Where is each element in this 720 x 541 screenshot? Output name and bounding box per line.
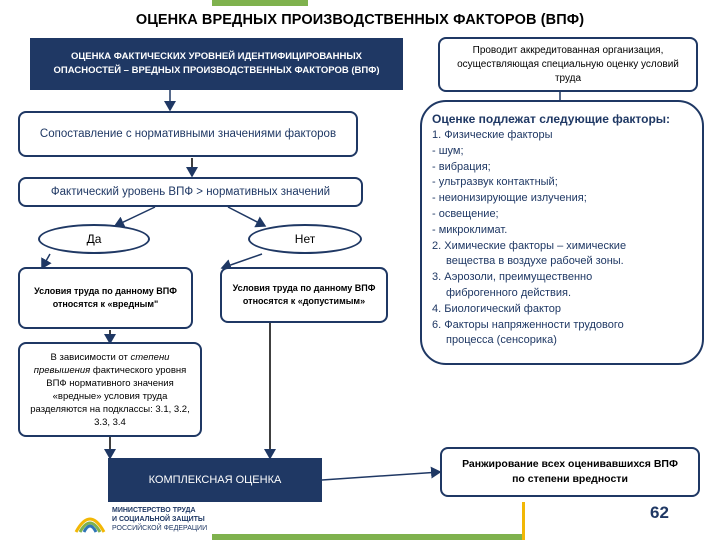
box-condition-harmful: Условия труда по данному ВПФ относятся к «вредным" — [18, 267, 193, 329]
connector-yes-to-harmful — [42, 254, 50, 268]
box-condition-allowed: Условия труда по данному ВПФ относятся к «допустимым» — [220, 267, 388, 323]
ellipse-no: Нет — [248, 224, 362, 254]
box-compare-norms: Сопоставление с нормативными значениями факторов — [18, 111, 358, 157]
factor-item: - шум; — [432, 144, 464, 157]
box-ranking: Ранжирование всех оценивавшихся ВПФ по степени вредности — [440, 447, 700, 497]
factor-item: - микроклимат. — [432, 223, 508, 236]
footer-bar-yellow — [522, 502, 525, 540]
factor-item: 4. Биологический фактор — [432, 302, 562, 315]
factor-item: 6. Факторы напряженности трудового — [432, 318, 624, 331]
footer-bar-green — [212, 534, 522, 540]
factor-item: процесса (сенсорика) — [446, 334, 557, 347]
ministry-line-1: МИНИСТЕРСТВО ТРУДА — [112, 507, 196, 514]
factor-item: 2. Химические факторы – химические — [432, 239, 627, 252]
box-actual-vs-norm: Фактический уровень ВПФ > нормативных значений — [18, 177, 363, 207]
ministry-line-3: РОССИЙСКОЙ ФЕДЕРАЦИИ — [112, 525, 208, 532]
ellipse-yes: Да — [38, 224, 150, 254]
box-factors — [420, 100, 704, 365]
factor-item: - неионизирующие излучения; — [432, 192, 587, 205]
ministry-line-2: И СОЦИАЛЬНОЙ ЗАЩИТЫ — [112, 516, 205, 523]
box-complex-assessment: КОМПЛЕКСНАЯ ОЦЕНКА — [108, 458, 322, 502]
subclass-italic: степени превышения — [33, 351, 170, 376]
box-subclasses — [18, 342, 202, 437]
factor-item: - вибрация; — [432, 160, 491, 173]
box-actual-levels: ОЦЕНКА ФАКТИЧЕСКИХ УРОВНЕЙ ИДЕНТИФИЦИРОВАННЫХ ОПАСНОСТЕЙ – ВРЕДНЫХ ПРОИЗВОДСТВЕННЫХ ФАКТОРОВ (ВПФ) — [30, 38, 403, 90]
factors-heading: Оценке подлежат следующие факторы: — [432, 112, 671, 126]
box-accredited-org: Проводит аккредитованная организация, осуществляющая специальную оценку условий труда — [438, 37, 698, 92]
page-number: 62 — [650, 503, 669, 522]
ministry-name — [112, 506, 222, 533]
page-title: ОЦЕНКА ВРЕДНЫХ ПРОИЗВОДСТВЕННЫХ ФАКТОРОВ (ВПФ) — [135, 12, 585, 28]
subclass-text — [26, 351, 194, 429]
subclass-post: фактического уровня ВПФ нормативного значения «вредные» условия труда разделяются на подклассы: 3.1, 3.2, 3.3, 3.4 — [30, 364, 190, 428]
factor-item: фиброгенного действия. — [446, 286, 572, 299]
factor-item: - ультразвук контактный; — [432, 176, 558, 189]
factor-item: 1. Физические факторы — [432, 129, 553, 141]
factors-list — [432, 128, 692, 349]
subclass-pre: В зависимости от — [50, 351, 131, 363]
ministry-logo — [72, 502, 108, 536]
connector-actual-to-yes — [115, 207, 155, 226]
connector-no-to-allowed — [222, 254, 262, 268]
factor-item: - освещение; — [432, 207, 499, 220]
connector-actual-to-no — [228, 207, 265, 226]
connector-complex-to-ranking — [322, 472, 440, 480]
factor-item: вещества в воздухе рабочей зоны. — [446, 255, 624, 268]
factor-item: 3. Аэрозоли, преимущественно — [432, 271, 593, 284]
